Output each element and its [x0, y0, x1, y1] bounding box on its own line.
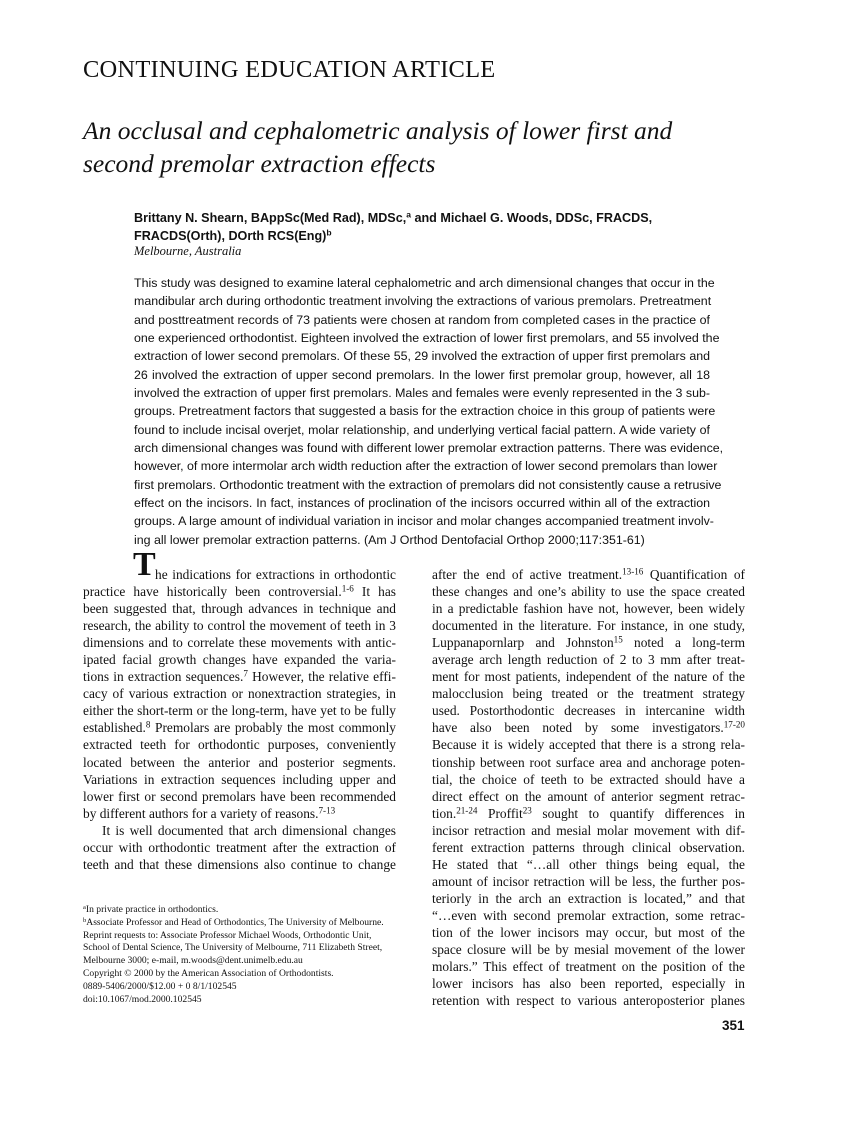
- text-segment: extraction of lower second premolars. Of these 55, 29 involved the extraction of upper first premolars and: [134, 349, 710, 364]
- text-line: [134, 209, 652, 227]
- text-line: [134, 347, 710, 365]
- text-segment: arch dimensional changes was found with different lower premolar extraction patterns. There was evidence,: [134, 440, 724, 455]
- text-line: [432, 924, 745, 941]
- body-column-left: [83, 566, 396, 873]
- text-segment: ment for most patients, independent of the nature of the: [432, 669, 745, 685]
- text-segment: retention with respect to various anteroposterior planes: [432, 993, 745, 1009]
- text-line: [432, 668, 745, 685]
- superscript: 7: [243, 668, 248, 679]
- text-line: [134, 274, 715, 292]
- text-segment: Luppanapornlarp and Johnston: [432, 635, 614, 651]
- text-segment: direct effect on the amount of anterior segment retrac-: [432, 788, 745, 804]
- text-line: [432, 754, 745, 771]
- text-segment: lower incisors has also been reported, especially in: [432, 976, 745, 992]
- superscript: a: [406, 209, 411, 220]
- text-segment: average arch length reduction of 2 to 3 mm after treat-: [432, 652, 745, 668]
- page-number: 351: [722, 1018, 745, 1033]
- text-line: [432, 685, 745, 702]
- text-line: [83, 805, 396, 822]
- text-segment: mandibular arch during orthodontic treatment involving the extractions of various premolars. Pretreatment: [134, 294, 712, 309]
- text-segment: It has: [353, 584, 397, 600]
- text-segment: found to include incisal overjet, molar relationship, and underlying vertical facial pattern. A wide variety of: [134, 422, 710, 437]
- text-segment: located between the anterior and posterior segments.: [83, 754, 396, 770]
- text-line: [83, 566, 396, 583]
- text-segment: incisor retraction and mesial molar movement with dif-: [432, 822, 745, 838]
- text-line: [83, 930, 396, 943]
- text-line: [83, 955, 396, 968]
- text-line: [134, 384, 710, 402]
- text-segment: have also been noted by some investigators.: [432, 720, 724, 736]
- text-line: [83, 702, 396, 719]
- text-segment: groups. Pretreatment factors that suggested a basis for the extraction choice in this group of patients were: [134, 404, 716, 419]
- text-segment: however, of more intermolar arch width reduction after the extraction of lower second premolars than lower: [134, 459, 718, 474]
- text-line: [83, 788, 396, 805]
- text-segment: FRACDS(Orth), DOrth RCS(Eng): [134, 229, 327, 243]
- text-segment: used. Postorthodontic decreases in intercanine width: [432, 703, 745, 719]
- superscript: 17-20: [723, 719, 745, 730]
- text-segment: Copyright © 2000 by the American Association of Orthodontists.: [83, 967, 334, 979]
- abstract: [134, 274, 724, 549]
- text-line: [83, 822, 396, 839]
- text-line: [432, 617, 745, 634]
- text-segment: and posttreatment records of 73 patients were chosen at random from completed cases in the practice of: [134, 312, 710, 327]
- text-segment: and Michael G. Woods, DDSc, FRACDS,: [410, 211, 653, 225]
- superscript: 7-13: [318, 805, 336, 816]
- text-segment: one experienced orthodontist. Eighteen involved the extraction of lower first premolars, and 55 involved the: [134, 330, 720, 345]
- text-segment: Brittany N. Shearn, BAppSc(Med Rad), MDSc,: [134, 211, 407, 225]
- text-line: [432, 822, 745, 839]
- text-line: [134, 421, 710, 439]
- text-line: [432, 771, 745, 788]
- text-segment: He stated that “…all other things being equal, the: [432, 856, 745, 872]
- text-segment: effect on the incisors. In fact, instances of proclination of the incisors occurred within all of the extraction: [134, 495, 710, 510]
- text-segment: space closure will be by mesial movement of the lower: [432, 942, 745, 958]
- text-segment: Associate Professor and Head of Orthodontics, The University of Melbourne.: [86, 916, 384, 928]
- text-line: [83, 904, 396, 917]
- text-line: [432, 873, 745, 890]
- text-line: [83, 651, 396, 668]
- text-line: [432, 856, 745, 873]
- drop-cap: T: [133, 546, 156, 583]
- text-segment: School of Dental Science, The University of Melbourne, 711 Elizabeth Street,: [83, 942, 383, 954]
- text-line: [83, 634, 396, 651]
- text-segment: occur with orthodontic treatment after the extraction of: [83, 839, 396, 855]
- text-segment: In private practice in orthodontics.: [85, 904, 219, 915]
- text-line: [83, 583, 396, 600]
- title-line: An occlusal and cephalometric analysis of lower first and: [83, 116, 673, 145]
- text-line: [432, 634, 745, 651]
- superscript: 21-24: [456, 805, 478, 816]
- text-line: [83, 856, 396, 873]
- title-line: second premolar extraction effects: [83, 149, 436, 178]
- text-line: [83, 617, 396, 634]
- text-segment: amount of incisor retraction will be less, the further pos-: [432, 873, 745, 889]
- text-line: [432, 941, 745, 958]
- text-line: [83, 917, 396, 930]
- text-segment: in a predictable fashion have not, however, been widely: [432, 601, 745, 617]
- text-segment: established.: [83, 720, 146, 736]
- text-line: [432, 992, 745, 1009]
- text-line: [432, 890, 745, 907]
- author-location: Melbourne, Australia: [134, 244, 242, 258]
- text-segment: teeth and that these dimensions also continue to change: [83, 856, 396, 872]
- text-segment: Premolars are probably the most commonly: [150, 720, 396, 736]
- text-line: [83, 754, 396, 771]
- text-segment: after the end of active treatment.: [432, 567, 623, 582]
- footnotes: [83, 904, 396, 1006]
- text-segment: Proffit: [477, 805, 523, 821]
- section-label: CONTINUING EDUCATION ARTICLE: [83, 56, 496, 83]
- text-segment: However, the relative effi-: [247, 669, 396, 685]
- text-segment: involved the extraction of upper first premolars. Males and females were evenly represented in the 3 sub-: [134, 385, 710, 400]
- text-line: [83, 968, 396, 981]
- text-segment: either the short-term or the long-term, have yet to be fully: [83, 703, 396, 719]
- superscript: 15: [613, 634, 623, 645]
- superscript: 13-16: [622, 566, 644, 577]
- text-line: [432, 839, 745, 856]
- text-line: [83, 719, 396, 736]
- text-segment: dimensions and to correlate these movements with antic-: [83, 635, 396, 651]
- text-segment: Quantification of: [643, 567, 745, 582]
- text-segment: This study was designed to examine lateral cephalometric and arch dimensional changes that occur in the: [134, 276, 715, 290]
- text-line: [83, 771, 396, 788]
- author-list: [134, 209, 652, 245]
- text-line: [134, 512, 714, 530]
- text-line: [432, 958, 745, 975]
- text-line: [432, 719, 745, 736]
- text-segment: 0889-5406/2000/$12.00 + 0 8/1/102545: [83, 980, 237, 992]
- text-segment: research, the ability to control the movement of teeth in 3: [83, 618, 396, 634]
- text-segment: molars.” This effect of treatment on the position of the: [432, 959, 745, 975]
- text-segment: malocclusion being treated or the treatment strategy: [432, 686, 745, 702]
- text-line: [134, 494, 710, 512]
- text-line: [432, 600, 745, 617]
- text-line: [432, 702, 745, 719]
- text-segment: “…even with second premolar extraction, some retrac-: [432, 907, 745, 923]
- text-line: [432, 805, 745, 822]
- text-segment: Melbourne 3000; e-mail, m.woods@dent.unimelb.edu.au: [83, 955, 303, 967]
- text-segment: first premolars. Orthodontic treatment with the extraction of premolars did not consistently cause a retrusive: [134, 477, 722, 492]
- text-segment: tions in extraction sequences.: [83, 669, 244, 685]
- text-segment: tion of the lower incisors may occur, but most of the: [432, 924, 745, 940]
- text-segment: cacy of various extraction or nonextraction strategies, in: [83, 686, 396, 702]
- text-line: [432, 907, 745, 924]
- text-line: [134, 292, 710, 310]
- text-line: [83, 600, 396, 617]
- text-line: [83, 981, 396, 994]
- text-segment: he indications for extractions in orthodontic: [155, 567, 396, 582]
- text-line: [432, 651, 745, 668]
- text-segment: lower first or second premolars have been recommended: [83, 788, 396, 804]
- text-segment: been suggested that, through advances in technique and: [83, 601, 396, 617]
- article-title: [83, 114, 672, 180]
- text-segment: doi:10.1067/mod.2000.102545: [83, 993, 202, 1005]
- superscript: b: [83, 916, 87, 924]
- text-segment: It is well documented that arch dimensional changes: [102, 822, 396, 838]
- text-line: [134, 457, 718, 475]
- text-line: [83, 839, 396, 856]
- text-line: [134, 476, 722, 494]
- text-line: [432, 788, 745, 805]
- text-segment: teriorly in the arch an extraction is located,” and that: [432, 890, 745, 906]
- text-line: [134, 531, 710, 549]
- text-segment: noted a long-term: [622, 635, 745, 651]
- text-line: [134, 227, 652, 245]
- text-segment: documented in the literature. For instance, in one study,: [432, 618, 745, 634]
- text-line: [432, 736, 745, 753]
- superscript: 1-6: [341, 583, 354, 594]
- text-line: [134, 439, 724, 457]
- text-segment: ferent extraction patterns through clinical observation.: [432, 839, 745, 855]
- text-segment: Reprint requests to: Associate Professor Michael Woods, Orthodontic Unit,: [83, 929, 372, 941]
- text-line: [83, 942, 396, 955]
- text-segment: tial, the choice of teeth to be extracted should have a: [432, 771, 745, 787]
- text-line: [134, 311, 710, 329]
- superscript: b: [326, 227, 332, 238]
- text-line: [83, 736, 396, 753]
- text-segment: practice have historically been controversial.: [83, 584, 342, 600]
- text-segment: by different authors for a variety of reasons.: [83, 805, 319, 821]
- text-line: [432, 566, 745, 583]
- text-line: [83, 994, 396, 1007]
- text-segment: tionship between root surface area and anchorage poten-: [432, 754, 745, 770]
- text-line: [134, 402, 716, 420]
- text-line: [134, 366, 710, 384]
- superscript: a: [83, 903, 86, 911]
- text-line: [83, 685, 396, 702]
- text-line: [83, 668, 396, 685]
- text-segment: 26 involved the extraction of upper second premolars. In the lower first premolar group, however, all 18: [134, 367, 710, 382]
- superscript: 23: [522, 805, 532, 816]
- text-line: [432, 975, 745, 992]
- text-segment: Variations in extraction sequences including upper and: [83, 771, 396, 787]
- text-segment: tion.: [432, 805, 457, 821]
- text-segment: these changes and one’s ability to use the space created: [432, 584, 745, 600]
- body-column-right: [432, 566, 745, 1009]
- text-segment: sought to quantify differences in: [531, 805, 745, 821]
- text-segment: ing all lower premolar extraction patterns. (Am J Orthod Dentofacial Orthop 2000;117:351-61): [134, 532, 645, 547]
- text-segment: Because it is widely accepted that there is a strong rela-: [432, 737, 745, 753]
- superscript: 8: [145, 719, 151, 730]
- text-line: [432, 583, 745, 600]
- text-segment: ipated facial growth changes have expanded the varia-: [83, 652, 396, 668]
- text-line: [134, 329, 720, 347]
- text-segment: extracted teeth for orthodontic purposes, conveniently: [83, 737, 396, 753]
- text-segment: groups. A large amount of individual variation in incisor and molar changes accompanied treatment involv-: [134, 514, 714, 529]
